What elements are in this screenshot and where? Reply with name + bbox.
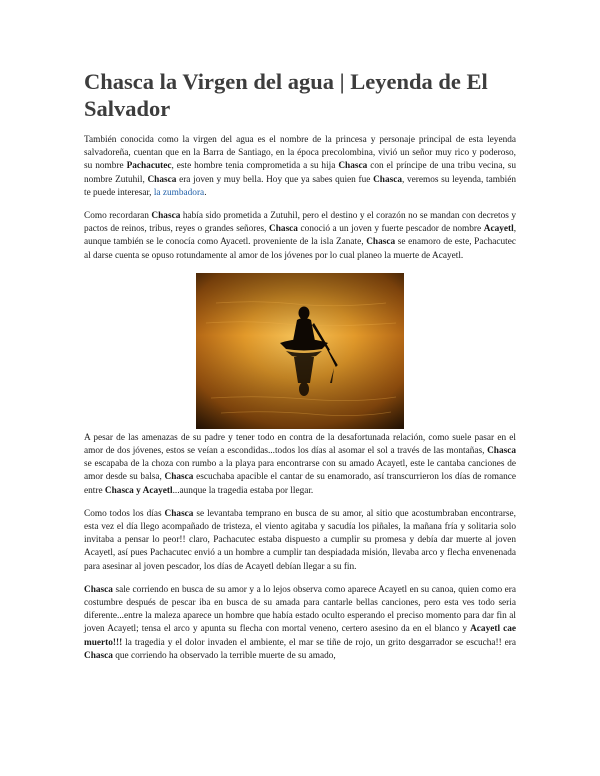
text-run: la tragedia y el dolor invaden el ambiente, el mar se tiñe de rojo, un grito desgarrador se escucha!! era — [122, 637, 516, 648]
bold-text: Chasca — [151, 211, 181, 222]
text-run: se levantaba temprano en busca de su amor, al sitio que acostumbraban encontrarse, esta vez el día llego acompañado de tristeza, el viento agitaba y sacudía los piñales, la mañana fría y solitaria solo invitaba a pensar lo peor!! claro, Pachacutec estaba dispuesto a cumplir su promesa y debía dar muerte al joven Acayetl, así pues Pachacutec envió a un hombre a cumplir tan despiadada misión, llevaba arco y flecha envenenada para asesinar al joven pescador, los días de Acayetl debían llegar a su fin. — [84, 508, 516, 572]
text-run: con el príncipe de una tribu vecina, su nombre Zutuhil, — [84, 161, 516, 185]
text-run: A pesar de las amenazas de su padre y tener todo en contra de la desafortunada relación, como suele pasar en el amor de dos jóvenes, estos se veían a escondidas...todos los días al asomar el sol a través de las montañas, — [84, 432, 516, 457]
bold-text: Chasca — [269, 224, 298, 235]
text-run: . — [204, 187, 207, 198]
bold-text: Chasca — [147, 174, 177, 185]
text-run: que corriendo ha observado la terrible muerte de su amado, — [112, 650, 336, 661]
bold-text: Acayetl — [483, 224, 514, 235]
text-run: había sido prometida a Zutuhil, pero el destino y el corazón no se mandan con decretos y pactos de reinos, tribus, reyes o grandes señores, — [84, 211, 516, 235]
bold-text: Chasca — [373, 174, 402, 185]
paragraph-intro — [84, 134, 516, 200]
text-run: era joven y muy bella. Hoy que ya sabes quien fue — [176, 174, 374, 185]
bold-text: Chasca — [84, 650, 113, 661]
zumbadora-link[interactable]: la zumbadora — [153, 187, 205, 198]
article — [84, 68, 516, 663]
paragraph-dia-triste — [84, 508, 516, 574]
bold-text: Chasca — [487, 446, 516, 457]
bold-text: Chasca — [338, 161, 368, 172]
text-run: escuchaba apacible el cantar de su enamorado, así transcurrieron los días de romance entre — [84, 472, 516, 496]
text-run: También conocida como la virgen del agua es el nombre de la princesa y personaje principal de esta leyenda salvadoreña, cuentan que en la Barra de Santiago, en la época precolombina, vivió un señor muy rico y poderoso, su nombre — [84, 135, 516, 172]
bold-text: Chasca y Acayetl — [104, 485, 173, 496]
text-run: Como todos los días — [84, 508, 165, 519]
bold-text: Chasca — [84, 584, 113, 595]
text-run: se enamoro de este, Pachacutec al darse cuenta se opuso rotundamente al amor de los jóvenes por lo cual planeo la muerte de Acayetl. — [84, 237, 516, 261]
sunset-canoe-photo — [196, 273, 404, 429]
paragraph-prometida — [84, 210, 516, 263]
bold-text: Chasca — [164, 508, 194, 519]
paragraph-muerte — [84, 584, 516, 663]
text-run: ...aunque la tragedia estaba por llegar. — [172, 485, 314, 496]
page-title: Chasca la Virgen del agua | Leyenda de El Salvador — [84, 69, 488, 121]
photo-container — [84, 273, 516, 429]
bold-text: Acayetl cae muerto!!! — [84, 624, 517, 648]
text-run: Como recordaran — [84, 211, 152, 222]
text-run: , veremos su leyenda, también te puede interesar, — [84, 174, 516, 198]
text-run: sale corriendo en busca de su amor y a lo lejos observa como aparece Acayetl en su canoa, quien como era costumbre después de pescar iba en busca de su amada para cantarle bellas canciones, pero esta ves todo seria diferente...entre la maleza aparece un hombre que había estado oculto esperando el preciso momento para dar fin al joven Acayetl; tensa el arco y apunta su flecha con mortal veneno, certero asesino da en el blanco y — [84, 584, 516, 635]
text-run: se escapaba de la choza con rumbo a la playa para encontrarse con su amado Acayetl, este le cantaba canciones de amor desde su balsa, — [84, 459, 516, 483]
paragraph-amenazas — [84, 432, 516, 498]
text-run: conoció a un joven y fuerte pescador de nombre — [297, 224, 484, 235]
text-run: , aunque también se le conocía como Ayacetl. proveniente de la isla Zanate, — [84, 224, 517, 248]
text-run: , este hombre tenia comprometida a su hija — [171, 161, 339, 172]
bold-text: Chasca — [366, 237, 396, 248]
bold-text: Chasca — [164, 472, 194, 483]
bold-text: Pachacutec — [126, 161, 172, 172]
